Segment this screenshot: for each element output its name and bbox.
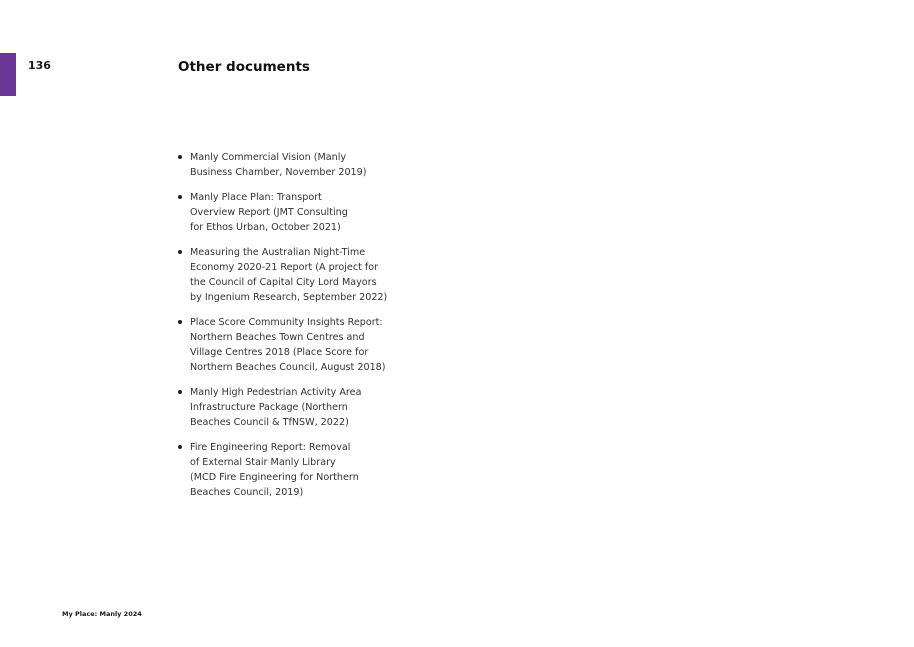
bullet-icon bbox=[178, 445, 182, 449]
list-item-line: Business Chamber, November 2019) bbox=[190, 167, 367, 178]
list-item-line: Village Centres 2018 (Place Score for bbox=[190, 347, 369, 358]
list-item-line: Manly Commercial Vision (Manly bbox=[190, 152, 347, 163]
section-title: Other documents bbox=[178, 59, 310, 75]
list-item-line: by Ingenium Research, September 2022) bbox=[190, 292, 388, 303]
list-item-line: Beaches Council, 2019) bbox=[190, 487, 304, 498]
list-item-line: for Ethos Urban, October 2021) bbox=[190, 222, 341, 233]
bullet-icon bbox=[178, 195, 182, 199]
list-item-line: Northern Beaches Town Centres and bbox=[190, 332, 365, 343]
list-item bbox=[178, 385, 418, 430]
list-item-line: Beaches Council & TfNSW, 2022) bbox=[190, 417, 349, 428]
list-item bbox=[178, 440, 418, 500]
bullet-icon bbox=[178, 155, 182, 159]
list-item-line: Manly Place Plan: Transport bbox=[190, 192, 322, 203]
list-item-line: Manly High Pedestrian Activity Area bbox=[190, 387, 362, 398]
page-side-tab bbox=[0, 53, 16, 96]
list-item-line: Overview Report (JMT Consulting bbox=[190, 207, 348, 218]
bullet-icon bbox=[178, 250, 182, 254]
list-item-line: Northern Beaches Council, August 2018) bbox=[190, 362, 386, 373]
list-item-line: Measuring the Australian Night-Time bbox=[190, 247, 366, 258]
list-item bbox=[178, 190, 418, 235]
list-item bbox=[178, 150, 418, 180]
page-footer: My Place: Manly 2024 bbox=[62, 610, 142, 618]
list-item-line: Economy 2020-21 Report (A project for bbox=[190, 262, 379, 273]
bullet-icon bbox=[178, 390, 182, 394]
list-item bbox=[178, 245, 418, 305]
list-item-line: the Council of Capital City Lord Mayors bbox=[190, 277, 377, 288]
list-item-line: Infrastructure Package (Northern bbox=[190, 402, 348, 413]
list-item-line: Place Score Community Insights Report: bbox=[190, 317, 383, 328]
list-item-line: (MCD Fire Engineering for Northern bbox=[190, 472, 359, 483]
list-item-line: of External Stair Manly Library bbox=[190, 457, 336, 468]
documents-list bbox=[178, 150, 418, 510]
page-number: 136 bbox=[28, 59, 51, 72]
list-item bbox=[178, 315, 418, 375]
list-item-line: Fire Engineering Report: Removal bbox=[190, 442, 351, 453]
bullet-icon bbox=[178, 320, 182, 324]
